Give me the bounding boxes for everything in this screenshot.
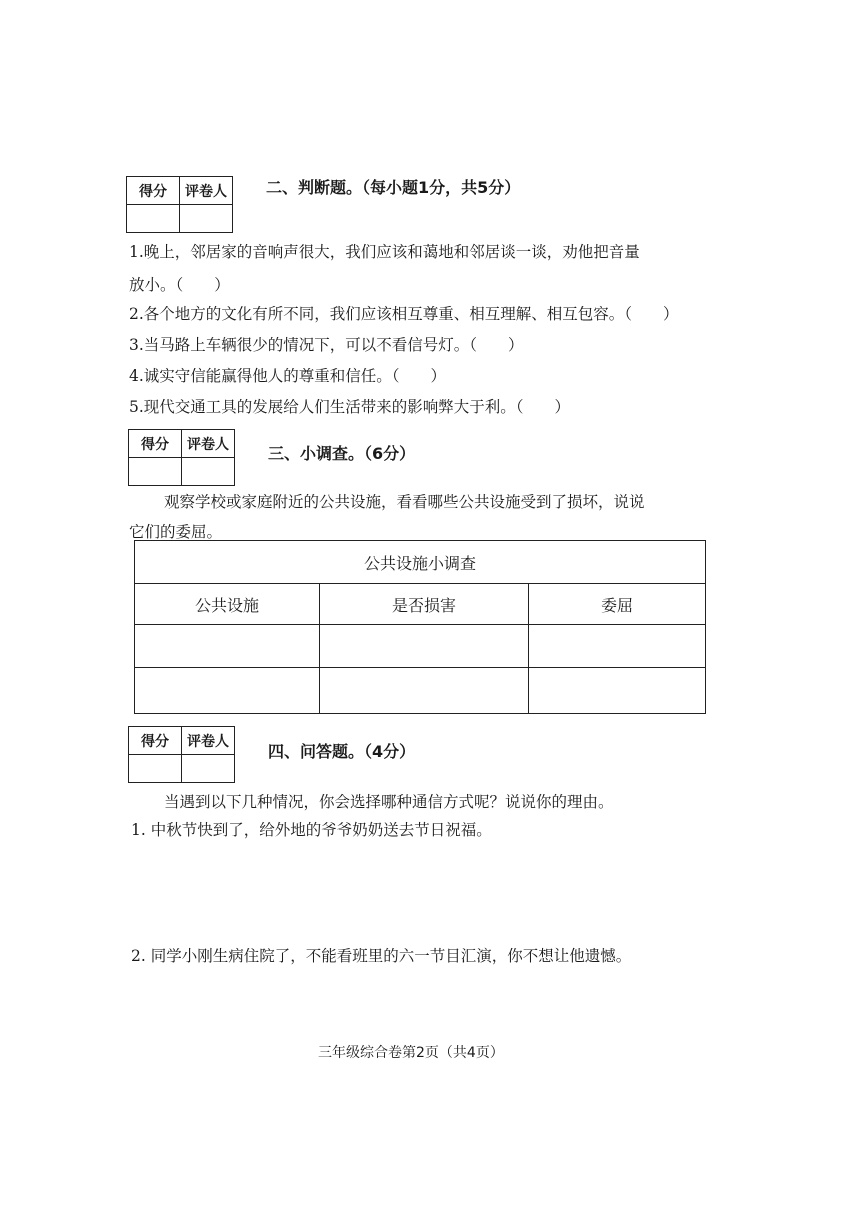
section2-title: 二、判断题。（每小题1分，共5分） [266,178,521,197]
survey-cell[interactable] [529,668,706,714]
judge-item-2: 2.各个地方的文化有所不同，我们应该相互尊重、相互理解、相互包容。（ ） [129,305,679,323]
survey-cell[interactable] [135,625,320,668]
qa-question-2: 2. 同学小刚生病住院了，不能看班里的六一节目汇演，你不想让他遗憾。 [131,947,632,965]
section4-title: 四、问答题。（4分） [268,742,416,761]
score-label: 得分 [129,727,182,755]
grader-label: 评卷人 [182,727,235,755]
score-cell[interactable] [129,755,182,783]
qa-question-1: 1. 中秋节快到了，给外地的爷爷奶奶送去节日祝福。 [131,821,492,839]
survey-table [134,540,706,714]
judge-item-5: 5.现代交通工具的发展给人们生活带来的影响弊大于利。（ ） [129,398,571,416]
judge-item-4: 4.诚实守信能赢得他人的尊重和信任。（ ） [129,367,447,385]
survey-cell[interactable] [135,668,320,714]
score-box-section3 [128,429,235,486]
survey-intro-line1: 观察学校或家庭附近的公共设施，看看哪些公共设施受到了损坏，说说 [164,493,645,511]
survey-header-damaged: 是否损害 [320,584,529,625]
survey-intro-line2: 它们的委屈。 [129,523,223,541]
grader-cell[interactable] [182,458,235,486]
section3-title: 三、小调查。（6分） [268,444,416,463]
score-box-section4 [128,726,235,783]
survey-header-grievance: 委屈 [529,584,706,625]
judge-item-1-cont: 放小。（ ） [129,276,230,294]
judge-item-1: 1.晚上，邻居家的音响声很大，我们应该和蔼地和邻居谈一谈，劝他把音量 [129,243,640,261]
judge-item-3: 3.当马路上车辆很少的情况下，可以不看信号灯。（ ） [129,336,524,354]
score-cell[interactable] [129,458,182,486]
survey-cell[interactable] [320,668,529,714]
grader-cell[interactable] [182,755,235,783]
grader-cell[interactable] [180,205,233,233]
page-footer: 三年级综合卷第2页（共4页） [318,1045,504,1061]
grader-label: 评卷人 [180,177,233,205]
survey-header-facility: 公共设施 [135,584,320,625]
survey-cell[interactable] [529,625,706,668]
score-label: 得分 [127,177,180,205]
grader-label: 评卷人 [182,430,235,458]
score-label: 得分 [129,430,182,458]
score-box-section2 [126,176,233,233]
qa-intro: 当遇到以下几种情况，你会选择哪种通信方式呢？说说你的理由。 [164,793,614,811]
survey-cell[interactable] [320,625,529,668]
survey-table-caption: 公共设施小调查 [135,541,706,584]
score-cell[interactable] [127,205,180,233]
